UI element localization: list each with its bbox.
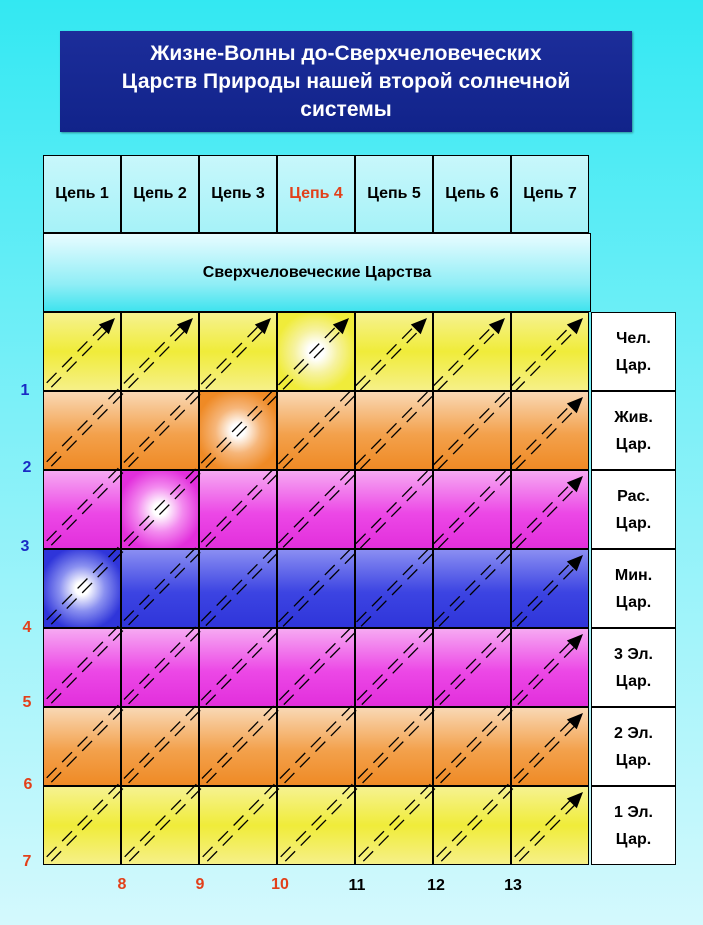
kingdom-suffix: Цар. bbox=[615, 514, 652, 532]
wave-number-12: 12 bbox=[427, 877, 445, 894]
wave-number-4: 4 bbox=[22, 619, 32, 636]
wave-arrow-7 bbox=[47, 318, 583, 861]
wave-number-6: 6 bbox=[23, 776, 33, 793]
wave-number-11: 11 bbox=[348, 877, 366, 894]
chain-header-3: Цепь 3 bbox=[199, 155, 277, 233]
chain-header-4: Цепь 4 bbox=[277, 155, 355, 233]
wave-arrow-12 bbox=[437, 713, 583, 861]
kingdom-suffix: Цар. bbox=[615, 751, 652, 769]
kingdom-suffix: Цар. bbox=[615, 830, 652, 848]
wave-arrow-13 bbox=[515, 792, 583, 861]
wave-arrow-5 bbox=[47, 318, 427, 703]
title-line-2: Царств Природы нашей второй солнечной bbox=[121, 69, 571, 93]
chain-header-2: Цепь 2 bbox=[121, 155, 199, 233]
kingdom-suffix: Цар. bbox=[615, 356, 652, 374]
wave-number-3: 3 bbox=[20, 538, 30, 555]
wave-number-1: 1 bbox=[20, 382, 30, 399]
wave-arrow-10 bbox=[281, 555, 583, 861]
kingdom-suffix: Цар. bbox=[615, 672, 652, 690]
kingdom-name: Мин. bbox=[614, 566, 653, 584]
chain-header-6: Цепь 6 bbox=[433, 155, 511, 233]
kingdom-name: Жив. bbox=[614, 408, 653, 426]
wave-arrow-9 bbox=[203, 476, 583, 861]
wave-number-5: 5 bbox=[22, 694, 32, 711]
wave-number-2: 2 bbox=[22, 459, 32, 476]
wave-arrow-2 bbox=[47, 318, 193, 466]
wave-arrow-1 bbox=[47, 318, 115, 387]
kingdom-suffix: Цар. bbox=[615, 593, 652, 611]
super-kingdoms-band: Сверхчеловеческие Царства bbox=[43, 233, 591, 312]
wave-number-13: 13 bbox=[504, 877, 522, 894]
kingdom-name: 1 Эл. bbox=[614, 803, 653, 821]
chain-header-5: Цепь 5 bbox=[355, 155, 433, 233]
wave-number-9: 9 bbox=[195, 876, 205, 893]
kingdom-name: 3 Эл. bbox=[614, 645, 653, 663]
wave-arrow-11 bbox=[359, 634, 583, 861]
kingdom-name: 2 Эл. bbox=[614, 724, 653, 742]
kingdom-suffix: Цар. bbox=[615, 435, 652, 453]
title-line-3: системы bbox=[300, 97, 392, 121]
kingdom-name: Чел. bbox=[616, 329, 651, 347]
chain-header-1: Цепь 1 bbox=[43, 155, 121, 233]
wave-number-8: 8 bbox=[117, 876, 127, 893]
wave-number-10: 10 bbox=[271, 876, 289, 893]
wave-arrow-3 bbox=[47, 318, 271, 545]
kingdom-name: Рас. bbox=[617, 487, 650, 505]
chain-header-7: Цепь 7 bbox=[511, 155, 589, 233]
title-line-1: Жизне-Волны до-Сверхчеловеческих bbox=[150, 41, 542, 65]
wave-arrow-4 bbox=[47, 318, 349, 624]
wave-number-7: 7 bbox=[22, 853, 32, 870]
